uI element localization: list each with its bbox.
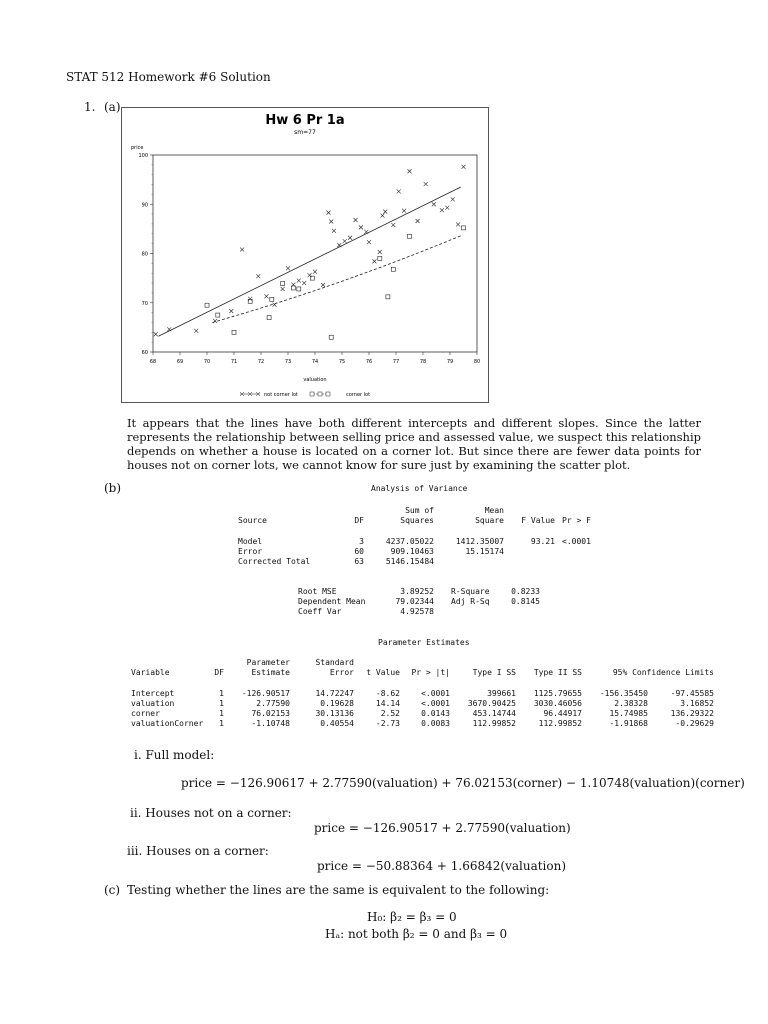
anova-cell: 909.10463 (390, 547, 434, 556)
params-header: DF (214, 668, 224, 677)
fit-cell: Dependent Mean (298, 597, 366, 606)
fit-cell: Root MSE (298, 587, 337, 596)
data-point-not-corner (313, 270, 317, 274)
data-point-not-corner (445, 206, 449, 210)
params-header: Variable (131, 668, 170, 677)
data-point-corner (281, 282, 285, 286)
y-tick-label: 80 (141, 251, 148, 258)
data-point-corner (270, 297, 274, 301)
anova-header: Mean (484, 506, 504, 515)
item-1-equation: price = −126.90617 + 2.77590(valuation) + 76.02153(corner) − 1.10748(valuation)(corner) (181, 776, 745, 790)
anova-cell: Corrected Total (238, 557, 311, 566)
params-cell: -8.62 (375, 689, 400, 698)
y-tick-label: 60 (141, 350, 148, 356)
item-3-label: iii. Houses on a corner: (127, 844, 269, 858)
anova-header: Sum of (405, 506, 434, 515)
anova-cell: 93.21 (530, 537, 555, 546)
data-point-not-corner (329, 219, 333, 223)
anova-cell: 4237.05022 (385, 537, 434, 546)
params-cell: valuation (131, 699, 175, 708)
params-cell: -1.91868 (609, 719, 648, 728)
params-cell: 0.40554 (320, 719, 354, 728)
params-cell: valuationCorner (131, 719, 204, 728)
data-point-not-corner (391, 223, 395, 227)
params-cell: 14.72247 (315, 689, 354, 698)
legend-corner (310, 392, 370, 398)
fit-cell: 4.92578 (400, 607, 434, 616)
x-tick-label: 73 (284, 359, 292, 365)
data-point-not-corner (408, 169, 412, 173)
part-a-paragraph: It appears that the lines have both different intercepts and different slopes. Since the latter represents the relationship between selling price and assessed value, we suspect this relationship depends on whether a house is located on a corner lot. But since there are fewer data points for houses not on corner lots, we cannot know for sure just by examining the scatter plot. (127, 416, 701, 472)
data-point-corner (408, 234, 412, 238)
params-cell: 453.14744 (472, 709, 516, 718)
data-point-not-corner (348, 236, 352, 240)
data-point-not-corner (297, 279, 301, 283)
data-point-corner (391, 267, 395, 271)
part-a-label: (a) (104, 100, 121, 114)
data-point-not-corner (440, 208, 444, 212)
data-point-not-corner (372, 259, 376, 263)
x-tick-label: 77 (392, 359, 400, 365)
params-cell: -97.45585 (670, 689, 714, 698)
params-cell: 3670.90425 (467, 699, 516, 708)
item-3-equation: price = −50.88364 + 1.66842(valuation) (317, 859, 567, 873)
data-point-not-corner (264, 294, 268, 298)
anova-cell: 1412.35007 (455, 537, 504, 546)
params-cell: 1125.79655 (533, 689, 582, 698)
anova-header: DF (354, 516, 364, 525)
params-cell: -2.73 (375, 719, 400, 728)
fit-cell: 0.8145 (511, 597, 540, 606)
data-point-not-corner (240, 248, 244, 252)
fit-cell: R-Square (451, 587, 490, 596)
x-tick-label: 74 (311, 359, 319, 365)
data-point-not-corner (456, 222, 460, 226)
params-cell: -0.29629 (675, 719, 714, 728)
data-point-not-corner (194, 329, 198, 333)
params-cell: 0.19628 (320, 699, 354, 708)
part-c-label: (c) (104, 883, 121, 897)
item-1-label: i. Full model: (134, 748, 215, 762)
chart-title: Hw 6 Pr 1a (265, 113, 345, 128)
data-point-not-corner (402, 209, 406, 213)
data-point-not-corner (343, 239, 347, 243)
fit-cell: 0.8233 (511, 587, 540, 596)
x-tick-label: 70 (203, 359, 211, 365)
params-cell: 3.16852 (680, 699, 714, 708)
params-cell: 0.0083 (421, 719, 450, 728)
hypothesis-h0: H₀: β₂ = β₃ = 0 (367, 910, 457, 924)
data-point-not-corner (397, 189, 401, 193)
data-point-not-corner (229, 309, 233, 313)
data-point-not-corner (321, 283, 325, 287)
data-point-not-corner (383, 210, 387, 214)
fit-cell: 3.89252 (400, 587, 434, 596)
params-header: Standard (315, 658, 354, 667)
data-point-not-corner (432, 202, 436, 206)
data-point-corner (329, 335, 333, 339)
params-header: t Value (366, 668, 400, 677)
x-tick-label: 72 (257, 359, 265, 365)
x-tick-label: 75 (338, 359, 346, 365)
data-point-not-corner (354, 218, 358, 222)
data-point-not-corner (286, 266, 290, 270)
params-cell: 1 (219, 699, 224, 708)
data-point-corner (291, 286, 295, 290)
params-cell: 3030.46056 (533, 699, 582, 708)
anova-cell: Model (238, 537, 263, 546)
x-axis-label: valuation (303, 377, 327, 383)
data-point-not-corner (308, 273, 312, 277)
params-header: Error (329, 668, 354, 677)
data-point-not-corner (381, 214, 385, 218)
params-cell: 1 (219, 719, 224, 728)
anova-header: F Value (521, 516, 555, 525)
params-cell: 2.52 (380, 709, 400, 718)
params-header: Parameter (246, 658, 290, 667)
data-point-not-corner (416, 219, 420, 223)
data-point-not-corner (424, 182, 428, 186)
params-title: Parameter Estimates (378, 638, 470, 647)
x-tick-label: 78 (419, 359, 427, 365)
x-tick-label: 80 (473, 359, 481, 365)
anova-cell: <.0001 (562, 537, 591, 546)
data-point-corner (232, 330, 236, 334)
y-tick-label: 90 (141, 202, 148, 209)
data-point-not-corner (367, 240, 371, 244)
fit-cell: 79.02344 (395, 597, 434, 606)
x-tick-label: 76 (365, 359, 373, 365)
anova-cell: 5146.15484 (385, 557, 434, 566)
plot-frame (153, 155, 477, 352)
fit-line-corner (212, 236, 460, 323)
scatter-plot-figure (121, 107, 489, 403)
data-point-corner (267, 316, 271, 320)
legend-not-corner (240, 392, 298, 398)
params-cell: -156.35450 (599, 689, 648, 698)
params-cell: 2.77590 (256, 699, 290, 708)
params-cell: 399661 (487, 689, 516, 698)
data-point-not-corner (327, 211, 331, 215)
anova-cell: 60 (354, 547, 364, 556)
anova-cell: 63 (354, 557, 364, 566)
data-point-not-corner (256, 274, 260, 278)
params-cell: 15.74985 (609, 709, 648, 718)
params-cell: 1 (219, 709, 224, 718)
params-cell: <.0001 (421, 689, 450, 698)
params-cell: 76.02153 (251, 709, 290, 718)
data-point-not-corner (462, 165, 466, 169)
data-point-corner (462, 226, 466, 230)
fit-cell: Coeff Var (298, 607, 342, 616)
params-cell: 30.13136 (315, 709, 354, 718)
anova-header: Source (238, 516, 267, 525)
fit-cell: Adj R-Sq (451, 597, 490, 606)
data-point-corner (205, 303, 209, 307)
data-point-not-corner (154, 332, 158, 336)
data-point-not-corner (302, 281, 306, 285)
params-cell: Intercept (131, 689, 175, 698)
params-header: Estimate (251, 668, 290, 677)
scatter-plot-svg (122, 108, 488, 402)
data-point-not-corner (359, 225, 363, 229)
anova-header: Squares (400, 516, 434, 525)
data-point-not-corner (451, 197, 455, 201)
x-tick-label: 71 (230, 359, 238, 365)
y-tick-label: 100 (138, 153, 148, 159)
chart-subtitle: sm=77 (294, 129, 316, 136)
x-tick-label: 68 (149, 359, 157, 365)
params-cell: corner (131, 709, 160, 718)
anova-cell: Error (238, 547, 263, 556)
item-2-label: ii. Houses not on a corner: (130, 806, 292, 820)
params-cell: 96.44917 (543, 709, 582, 718)
part-c-text: Testing whether the lines are the same is equivalent to the following: (127, 883, 550, 897)
document-header: STAT 512 Homework #6 Solution (66, 70, 271, 84)
params-cell: -126.90517 (241, 689, 290, 698)
problem-number: 1. (84, 100, 96, 114)
params-header: Pr > |t| (411, 668, 450, 677)
data-point-corner (216, 313, 220, 317)
y-axis-label: price (131, 145, 144, 151)
params-cell: 112.99852 (538, 719, 582, 728)
params-cell: 2.38328 (614, 699, 648, 708)
params-cell: 1 (219, 689, 224, 698)
anova-header: Pr > F (562, 516, 591, 525)
params-cell: 112.99852 (472, 719, 516, 728)
data-point-corner (378, 256, 382, 260)
anova-title: Analysis of Variance (371, 484, 468, 493)
anova-header: Square (475, 516, 504, 525)
fit-line-not-corner (158, 187, 460, 336)
data-point-not-corner (332, 229, 336, 233)
anova-cell: 15.15174 (465, 547, 504, 556)
params-header: 95% Confidence Limits (612, 668, 714, 677)
params-header: Type II SS (533, 668, 582, 677)
params-cell: 136.29322 (670, 709, 714, 718)
anova-cell: 3 (359, 537, 364, 546)
data-point-corner (386, 295, 390, 299)
x-tick-label: 79 (446, 359, 454, 365)
params-header: Type I SS (472, 668, 516, 677)
params-cell: <.0001 (421, 699, 450, 708)
params-cell: 14.14 (375, 699, 400, 708)
legend-label-corner: corner lot (346, 392, 371, 398)
data-point-not-corner (248, 297, 252, 301)
legend-label-not-corner: not corner lot (264, 392, 298, 398)
params-cell: 0.0143 (421, 709, 450, 718)
x-tick-label: 69 (176, 359, 184, 365)
item-2-equation: price = −126.90517 + 2.77590(valuation) (314, 821, 571, 835)
data-point-not-corner (378, 250, 382, 254)
params-cell: -1.10748 (251, 719, 290, 728)
y-tick-label: 70 (141, 300, 148, 307)
data-point-not-corner (281, 287, 285, 291)
data-point-corner (297, 287, 301, 291)
hypothesis-ha: Hₐ: not both β₂ = 0 and β₃ = 0 (325, 927, 508, 941)
part-b-label: (b) (104, 481, 122, 495)
